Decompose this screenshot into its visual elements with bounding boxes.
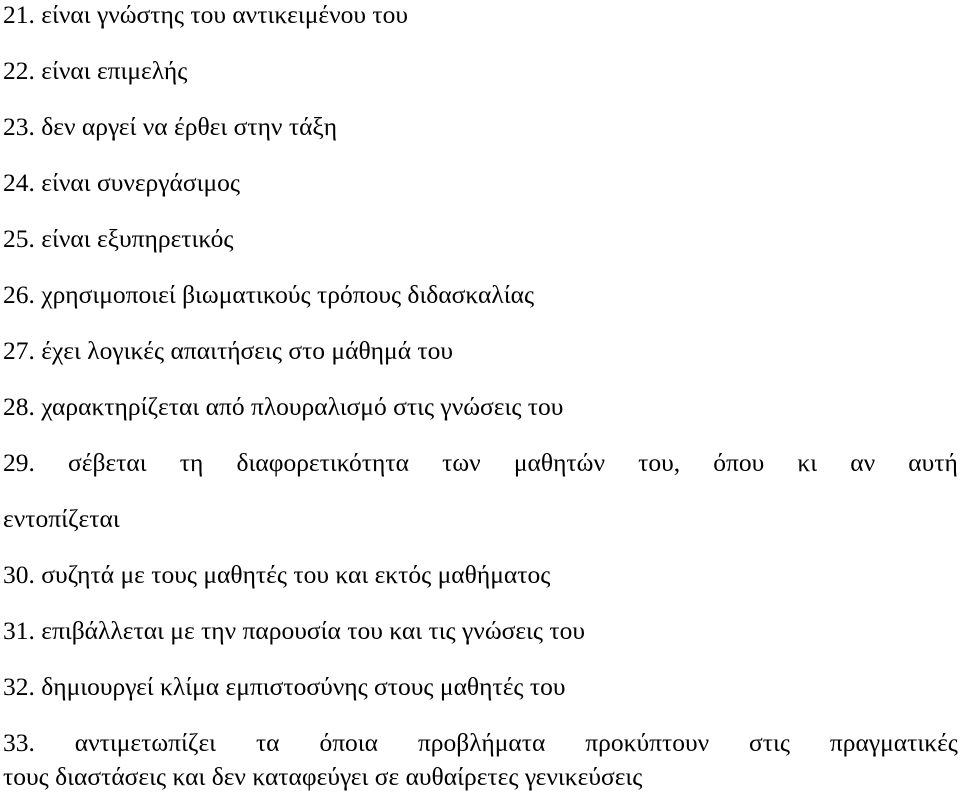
list-item-31: 31. επιβάλλεται με την παρουσία του και τις γνώσεις του	[3, 616, 586, 645]
word: σέβεται	[68, 448, 147, 477]
list-item-32: 32. δημιουργεί κλίμα εμπιστοσύνης στους μαθητές του	[3, 672, 566, 701]
list-item-25: 25. είναι εξυπηρετικός	[3, 224, 234, 253]
list-item-33-continuation: τους διαστάσεις και δεν καταφεύγει σε αυθαίρετες γενικεύσεις	[3, 762, 643, 791]
word: στις	[749, 728, 790, 757]
word: μαθητών	[513, 448, 605, 477]
list-item-26: 26. χρησιμοποιεί βιωματικούς τρόπους διδασκαλίας	[3, 280, 535, 309]
list-item-30: 30. συζητά με τους μαθητές του και εκτός μαθήματος	[3, 560, 551, 589]
list-item-24: 24. είναι συνεργάσιμος	[3, 168, 241, 197]
word: κι	[797, 448, 818, 477]
word: τη	[179, 448, 204, 477]
word: αυτή	[908, 448, 958, 477]
word: 33.	[3, 728, 35, 757]
word: των	[442, 448, 481, 477]
list-item-33	[3, 728, 958, 758]
word: του,	[638, 448, 681, 477]
word: διαφορετικότητα	[236, 448, 409, 477]
list-item-22: 22. είναι επιμελής	[3, 56, 188, 85]
word: προβλήματα	[417, 728, 546, 757]
word: όπου	[713, 448, 765, 477]
word: 29.	[3, 448, 35, 477]
list-item-21: 21. είναι γνώστης του αντικειμένου του	[3, 0, 409, 29]
word: αντιμετωπίζει	[74, 728, 217, 757]
list-item-28: 28. χαρακτηρίζεται από πλουραλισμό στις γνώσεις του	[3, 392, 564, 421]
word: πραγματικές	[829, 728, 958, 757]
word: αν	[850, 448, 876, 477]
word: όποια	[319, 728, 379, 757]
list-item-29-continuation: εντοπίζεται	[3, 504, 120, 533]
list-item-27: 27. έχει λογικές απαιτήσεις στο μάθημά του	[3, 336, 454, 365]
list-item-23: 23. δεν αργεί να έρθει στην τάξη	[3, 112, 338, 141]
word: τα	[255, 728, 280, 757]
word: προκύπτουν	[585, 728, 710, 757]
list-item-29	[3, 448, 958, 478]
